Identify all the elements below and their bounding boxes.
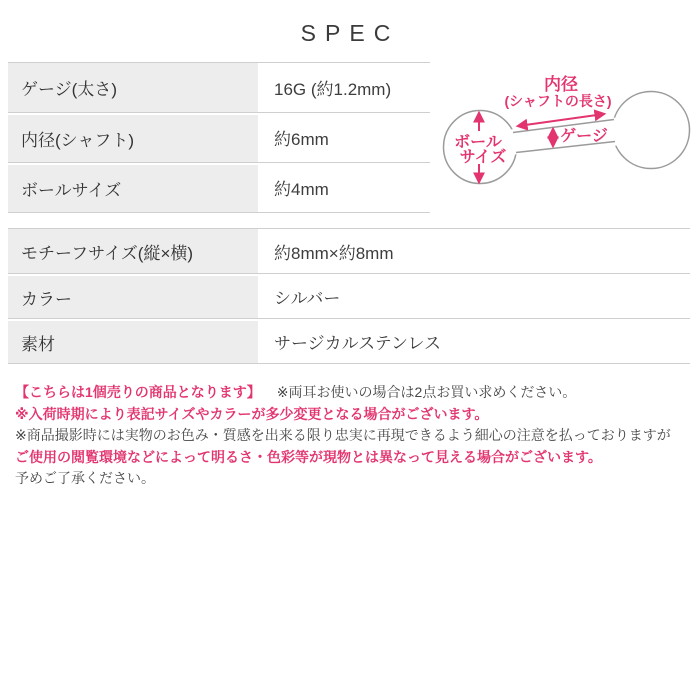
note-line-5: 予めご了承ください。 [15,470,155,486]
row-label: ゲージ(太さ) [8,63,258,112]
row-value: 約8mm×約8mm [258,229,690,273]
note-line-4: ご使用の閲覧環境などによって明るさ・色彩等が現物とは異なって見える場合がございます。 [15,448,602,465]
row-label: 素材 [8,319,258,363]
spec-table-details [8,228,690,364]
table-row [8,113,430,163]
spec-table-sizes [8,62,430,213]
row-label: ボールサイズ [8,163,258,212]
table-row [8,229,690,274]
note-line-3: ※商品撮影時には実物のお色み・質感を出来る限り忠実に再現できるよう細心の注意を払っておりますが [15,427,671,443]
inner-diameter-label: 内径 [544,75,578,94]
page-title: SPEC [300,20,400,46]
both-ears-notice: ※両耳お使いの場合は2点お買い求めください。 [276,384,577,400]
single-item-notice: 【こちらは1個売りの商品となります】 [15,384,261,400]
row-value: シルバー [258,274,690,318]
row-value: サージカルステンレス [258,319,690,363]
table-row [8,163,430,213]
table-row [8,319,690,364]
row-value: 約4mm [258,163,430,212]
row-label: カラー [8,274,258,318]
barbell-size-diagram [430,60,700,195]
notes-block [15,382,695,490]
table-row [8,63,430,113]
gauge-label: ゲージ [560,128,608,145]
row-value: 約6mm [258,113,430,162]
note-line-2: ※入荷時期により表記サイズやカラーが多少変更となる場合がございます。 [15,405,489,422]
table-row [8,274,690,319]
ball-size-label-line1: ボール [454,134,502,151]
row-value: 16G (約1.2mm) [258,63,430,112]
row-label: モチーフサイズ(縦×横) [8,229,258,273]
row-label: 内径(シャフト) [8,113,258,162]
note-line-1 [15,382,695,404]
shaft-length-label: (シャフトの長さ) [504,93,612,109]
ball-size-label-line2: サイズ [459,149,507,166]
